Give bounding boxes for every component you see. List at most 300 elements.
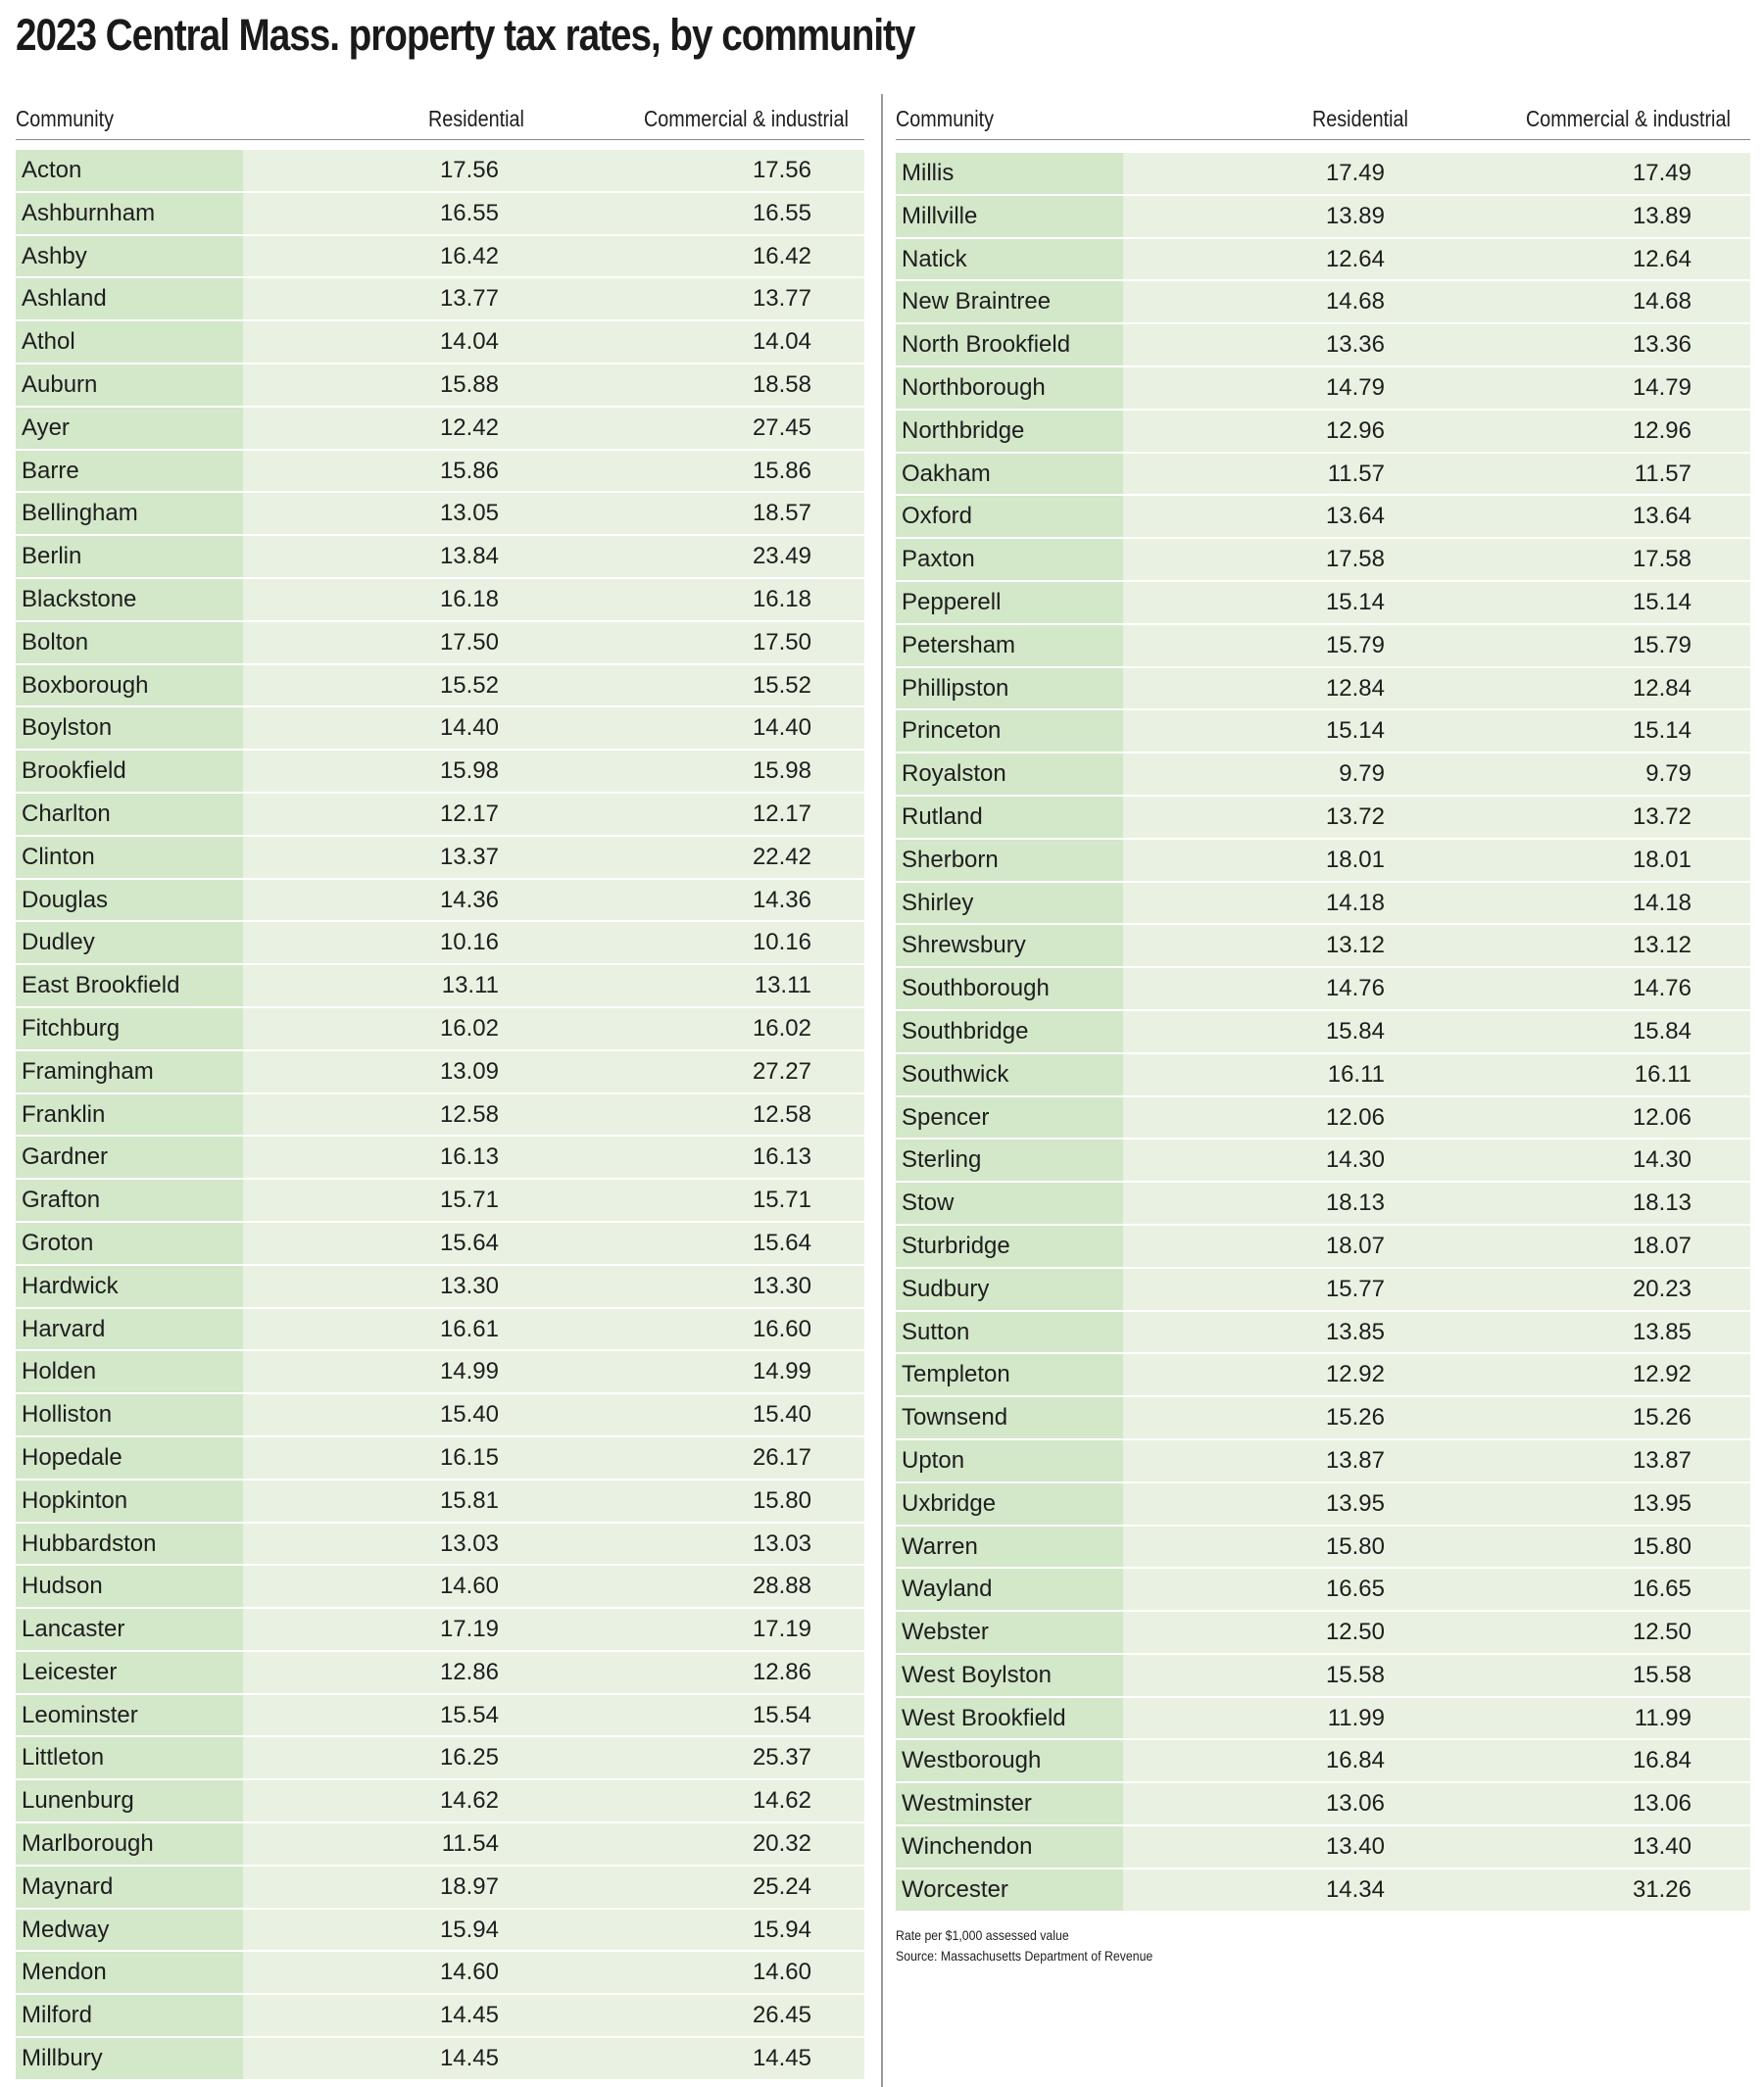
community-name: Acton [16, 150, 243, 191]
table-row [896, 1097, 1750, 1141]
commercial-rate: 11.99 [1634, 1704, 1691, 1731]
table-row [896, 324, 1750, 367]
table-row [896, 367, 1750, 411]
community-name: Upton [896, 1440, 1123, 1481]
commercial-rate: 25.37 [752, 1744, 811, 1772]
commercial-rate: 16.55 [752, 199, 811, 226]
table-row [896, 281, 1750, 324]
residential-rate: 17.19 [439, 1616, 499, 1643]
table-row [16, 880, 864, 923]
commercial-rate: 12.06 [1632, 1103, 1691, 1131]
residential-rate: 15.86 [439, 457, 499, 484]
community-name: Holden [16, 1351, 243, 1392]
commercial-rate: 18.13 [1632, 1189, 1691, 1217]
commercial-rate: 13.06 [1632, 1790, 1691, 1818]
community-name: Athol [16, 321, 243, 363]
commercial-rate: 14.76 [1632, 975, 1691, 1002]
table-row [16, 150, 864, 193]
community-name: Ashland [16, 278, 243, 319]
table-row [896, 1527, 1750, 1570]
community-name: Natick [896, 239, 1123, 280]
residential-rate: 13.72 [1325, 802, 1385, 830]
community-name: Ashburnham [16, 193, 243, 234]
residential-rate: 17.58 [1325, 546, 1385, 573]
commercial-rate: 15.14 [1632, 717, 1691, 745]
commercial-rate: 25.24 [752, 1872, 811, 1900]
community-name: Littleton [16, 1737, 243, 1778]
commercial-rate: 26.45 [752, 2002, 811, 2029]
table-row [896, 582, 1750, 625]
community-name: Sterling [896, 1140, 1123, 1181]
commercial-rate: 20.32 [752, 1830, 811, 1858]
residential-rate: 16.84 [1325, 1747, 1385, 1774]
community-name: Millville [896, 196, 1123, 237]
residential-rate: 10.16 [439, 929, 499, 956]
community-name: Oxford [896, 496, 1123, 537]
table-row [16, 622, 864, 665]
commercial-rate: 13.95 [1632, 1489, 1691, 1517]
table-row [16, 1480, 864, 1524]
residential-rate: 13.11 [441, 972, 499, 999]
community-name: Wayland [896, 1569, 1123, 1610]
residential-rate: 14.68 [1325, 288, 1385, 315]
residential-rate: 9.79 [1339, 760, 1385, 788]
commercial-rate: 16.42 [752, 242, 811, 269]
commercial-rate: 16.13 [752, 1143, 811, 1171]
table-row [16, 1008, 864, 1051]
table-row [16, 665, 864, 708]
commercial-rate: 14.68 [1632, 288, 1691, 315]
residential-rate: 12.42 [439, 413, 499, 441]
residential-rate: 16.65 [1325, 1576, 1385, 1603]
community-name: Berlin [16, 536, 243, 577]
table-row [896, 411, 1750, 454]
community-name: Fitchburg [16, 1008, 243, 1049]
table-row [16, 1652, 864, 1695]
table-row [16, 1952, 864, 1995]
left-table-header [16, 102, 864, 140]
rate-note: Rate per $1,000 assessed value [896, 1927, 1069, 1943]
commercial-rate: 28.88 [752, 1573, 811, 1600]
commercial-rate: 12.96 [1632, 416, 1691, 444]
residential-rate: 15.26 [1325, 1404, 1385, 1432]
residential-rate: 12.64 [1325, 245, 1385, 272]
residential-rate: 14.18 [1325, 889, 1385, 916]
residential-rate: 15.40 [439, 1401, 499, 1429]
commercial-rate: 14.30 [1632, 1146, 1691, 1174]
residential-rate: 12.50 [1325, 1619, 1385, 1646]
table-row [896, 840, 1750, 883]
residential-rate: 15.98 [439, 757, 499, 785]
commercial-rate: 14.40 [752, 714, 811, 742]
table-row [16, 493, 864, 536]
residential-rate: 14.45 [439, 2045, 499, 2072]
community-name: Warren [896, 1527, 1123, 1568]
commercial-rate: 14.04 [752, 328, 811, 356]
residential-rate: 15.14 [1325, 588, 1385, 615]
community-name: Rutland [896, 797, 1123, 838]
community-name: Lunenburg [16, 1780, 243, 1821]
residential-rate: 14.40 [439, 714, 499, 742]
commercial-rate: 13.12 [1632, 932, 1691, 959]
header-residential: Residential [428, 106, 524, 131]
community-name: Charlton [16, 794, 243, 835]
table-row [16, 1051, 864, 1094]
commercial-rate: 15.94 [752, 1916, 811, 1943]
community-name: Mendon [16, 1952, 243, 1993]
residential-rate: 16.11 [1327, 1060, 1385, 1088]
residential-rate: 14.76 [1325, 975, 1385, 1002]
header-community: Community [896, 106, 995, 131]
community-name: Groton [16, 1223, 243, 1264]
commercial-rate: 16.18 [752, 585, 811, 612]
commercial-rate: 15.14 [1632, 588, 1691, 615]
residential-rate: 14.99 [439, 1358, 499, 1385]
community-name: Boxborough [16, 665, 243, 706]
residential-rate: 16.13 [439, 1143, 499, 1171]
community-name: Northbridge [896, 411, 1123, 452]
residential-rate: 15.79 [1325, 631, 1385, 658]
header-residential: Residential [1312, 106, 1408, 131]
commercial-rate: 18.07 [1632, 1232, 1691, 1259]
community-name: Webster [896, 1612, 1123, 1653]
table-row [16, 536, 864, 579]
table-row [896, 710, 1750, 753]
community-name: Royalston [896, 753, 1123, 795]
community-name: East Brookfield [16, 965, 243, 1006]
community-name: Boylston [16, 707, 243, 749]
commercial-rate: 20.23 [1632, 1275, 1691, 1302]
residential-rate: 13.05 [439, 500, 499, 527]
community-name: Westborough [896, 1740, 1123, 1781]
table-row [896, 539, 1750, 582]
table-row [16, 707, 864, 751]
right-table [896, 102, 1750, 1913]
commercial-rate: 15.79 [1632, 631, 1691, 658]
table-row [896, 1483, 1750, 1527]
table-row [896, 1740, 1750, 1783]
table-row [16, 1695, 864, 1738]
table-row [896, 1397, 1750, 1440]
table-row [896, 1054, 1750, 1097]
community-name: Uxbridge [896, 1483, 1123, 1525]
table-row [896, 1269, 1750, 1312]
table-row [16, 1394, 864, 1437]
community-name: Hopkinton [16, 1480, 243, 1522]
commercial-rate: 12.86 [752, 1658, 811, 1685]
residential-rate: 11.54 [441, 1830, 499, 1858]
table-row [896, 1011, 1750, 1054]
header-commercial: Commercial & industrial [1526, 106, 1731, 131]
community-name: Maynard [16, 1867, 243, 1908]
table-row [16, 751, 864, 794]
commercial-rate: 17.49 [1632, 160, 1691, 186]
residential-rate: 14.60 [439, 1573, 499, 1600]
table-row [16, 965, 864, 1008]
community-name: North Brookfield [896, 324, 1123, 365]
community-name: Framingham [16, 1051, 243, 1092]
residential-rate: 14.30 [1325, 1146, 1385, 1174]
table-row [896, 239, 1750, 282]
commercial-rate: 15.40 [752, 1401, 811, 1429]
table-row [16, 364, 864, 408]
table-row [16, 408, 864, 451]
table-row [896, 1655, 1750, 1698]
residential-rate: 16.18 [439, 585, 499, 612]
commercial-rate: 14.45 [752, 2045, 811, 2072]
residential-rate: 13.06 [1325, 1790, 1385, 1818]
table-row [896, 1354, 1750, 1397]
commercial-rate: 17.50 [752, 628, 811, 655]
table-row [16, 193, 864, 236]
community-name: Westminster [896, 1783, 1123, 1824]
residential-rate: 12.96 [1325, 416, 1385, 444]
left-table [16, 102, 864, 2081]
community-name: Millbury [16, 2038, 243, 2079]
community-name: Blackstone [16, 579, 243, 620]
commercial-rate: 13.72 [1632, 802, 1691, 830]
community-name: Sturbridge [896, 1226, 1123, 1267]
commercial-rate: 15.54 [752, 1701, 811, 1728]
table-row [896, 1698, 1750, 1741]
residential-rate: 12.84 [1325, 674, 1385, 702]
community-name: Barre [16, 451, 243, 492]
source-note: Source: Massachusetts Department of Revenue [896, 1948, 1153, 1964]
commercial-rate: 18.57 [752, 500, 811, 527]
commercial-rate: 14.62 [752, 1787, 811, 1815]
residential-rate: 16.25 [439, 1744, 499, 1772]
table-row [16, 794, 864, 837]
table-row [16, 1910, 864, 1953]
commercial-rate: 13.85 [1632, 1318, 1691, 1345]
commercial-rate: 27.45 [752, 413, 811, 441]
community-name: West Boylston [896, 1655, 1123, 1696]
table-row [16, 579, 864, 622]
table-row [896, 1226, 1750, 1269]
commercial-rate: 12.58 [752, 1100, 811, 1128]
commercial-rate: 13.03 [752, 1529, 811, 1557]
community-name: Millis [896, 153, 1123, 194]
residential-rate: 18.01 [1325, 846, 1385, 873]
table-row [896, 1440, 1750, 1483]
community-name: Ayer [16, 408, 243, 449]
residential-rate: 14.62 [439, 1787, 499, 1815]
commercial-rate: 22.42 [752, 843, 811, 870]
table-row [896, 1612, 1750, 1655]
community-name: Douglas [16, 880, 243, 921]
community-name: Southbridge [896, 1011, 1123, 1052]
residential-rate: 17.50 [439, 628, 499, 655]
commercial-rate: 16.60 [752, 1315, 811, 1342]
community-name: Southborough [896, 968, 1123, 1009]
right-table-header [896, 102, 1750, 140]
residential-rate: 13.36 [1325, 331, 1385, 359]
residential-rate: 13.03 [439, 1529, 499, 1557]
residential-rate: 15.80 [1325, 1532, 1385, 1560]
commercial-rate: 13.87 [1632, 1446, 1691, 1474]
community-name: New Braintree [896, 281, 1123, 322]
table-row [16, 922, 864, 965]
commercial-rate: 18.58 [752, 370, 811, 398]
residential-rate: 13.40 [1325, 1833, 1385, 1861]
residential-rate: 13.64 [1325, 503, 1385, 530]
community-name: Townsend [896, 1397, 1123, 1438]
table-row [16, 1223, 864, 1266]
residential-rate: 16.02 [439, 1014, 499, 1042]
commercial-rate: 14.36 [752, 886, 811, 913]
community-name: Paxton [896, 539, 1123, 580]
table-row [896, 883, 1750, 926]
residential-rate: 13.77 [439, 285, 499, 313]
table-row [16, 236, 864, 279]
community-name: Bolton [16, 622, 243, 663]
table-row [16, 1823, 864, 1867]
table-row [16, 1566, 864, 1609]
table-row [896, 753, 1750, 797]
table-row [896, 968, 1750, 1011]
table-row [16, 1737, 864, 1780]
residential-rate: 15.77 [1325, 1275, 1385, 1302]
commercial-rate: 17.58 [1632, 546, 1691, 573]
commercial-rate: 14.60 [752, 1959, 811, 1986]
header-commercial: Commercial & industrial [644, 106, 849, 131]
residential-rate: 14.34 [1325, 1875, 1385, 1903]
commercial-rate: 31.26 [1632, 1875, 1691, 1903]
community-name: Sherborn [896, 840, 1123, 881]
community-name: Hubbardston [16, 1524, 243, 1565]
commercial-rate: 15.58 [1632, 1661, 1691, 1688]
community-name: Stow [896, 1183, 1123, 1224]
table-row [16, 1524, 864, 1567]
commercial-rate: 15.26 [1632, 1404, 1691, 1432]
table-row [16, 1351, 864, 1394]
residential-rate: 15.94 [439, 1916, 499, 1943]
table-row [896, 925, 1750, 968]
column-divider [881, 94, 883, 2087]
residential-rate: 14.45 [439, 2002, 499, 2029]
residential-rate: 14.79 [1325, 373, 1385, 401]
residential-rate: 13.87 [1325, 1446, 1385, 1474]
community-name: Petersham [896, 625, 1123, 666]
commercial-rate: 15.71 [752, 1187, 811, 1214]
residential-rate: 15.64 [439, 1229, 499, 1256]
commercial-rate: 9.79 [1645, 760, 1691, 788]
community-name: Sutton [896, 1312, 1123, 1353]
community-name: Brookfield [16, 751, 243, 792]
residential-rate: 12.86 [439, 1658, 499, 1685]
community-name: Shrewsbury [896, 925, 1123, 966]
community-name: Medway [16, 1910, 243, 1951]
table-row [896, 1183, 1750, 1226]
table-row [896, 668, 1750, 711]
commercial-rate: 27.27 [752, 1057, 811, 1085]
community-name: Spencer [896, 1097, 1123, 1139]
community-name: Marlborough [16, 1823, 243, 1865]
community-name: Gardner [16, 1137, 243, 1178]
residential-rate: 14.04 [439, 328, 499, 356]
table-row [896, 797, 1750, 840]
residential-rate: 14.60 [439, 1959, 499, 1986]
table-row [16, 1437, 864, 1480]
commercial-rate: 15.80 [752, 1486, 811, 1514]
table-row [16, 1995, 864, 2038]
community-name: Winchendon [896, 1826, 1123, 1868]
table-row [16, 278, 864, 321]
commercial-rate: 13.89 [1632, 202, 1691, 229]
community-name: Shirley [896, 883, 1123, 924]
table-row [16, 1266, 864, 1309]
commercial-rate: 12.50 [1632, 1619, 1691, 1646]
residential-rate: 15.81 [439, 1486, 499, 1514]
community-name: Holliston [16, 1394, 243, 1435]
table-row [16, 1137, 864, 1180]
residential-rate: 12.92 [1325, 1361, 1385, 1388]
table-row [896, 625, 1750, 668]
residential-rate: 12.06 [1325, 1103, 1385, 1131]
residential-rate: 13.37 [439, 843, 499, 870]
community-name: Franklin [16, 1094, 243, 1136]
commercial-rate: 13.36 [1632, 331, 1691, 359]
commercial-rate: 18.01 [1632, 846, 1691, 873]
commercial-rate: 15.84 [1632, 1017, 1691, 1044]
community-name: Phillipston [896, 668, 1123, 709]
community-name: Leominster [16, 1695, 243, 1736]
commercial-rate: 13.11 [754, 972, 811, 999]
residential-rate: 12.17 [439, 800, 499, 827]
residential-rate: 16.61 [439, 1315, 499, 1342]
residential-rate: 16.15 [439, 1443, 499, 1471]
table-row [896, 1140, 1750, 1183]
residential-rate: 11.99 [1327, 1704, 1385, 1731]
residential-rate: 15.14 [1325, 717, 1385, 745]
commercial-rate: 14.18 [1632, 889, 1691, 916]
community-name: Hopedale [16, 1437, 243, 1479]
residential-rate: 13.12 [1325, 932, 1385, 959]
table-row [896, 454, 1750, 497]
residential-rate: 15.88 [439, 370, 499, 398]
table-row [896, 153, 1750, 196]
community-name: Lancaster [16, 1609, 243, 1650]
residential-rate: 13.95 [1325, 1489, 1385, 1517]
commercial-rate: 26.17 [752, 1443, 811, 1471]
residential-rate: 14.36 [439, 886, 499, 913]
residential-rate: 15.54 [439, 1701, 499, 1728]
community-name: Ashby [16, 236, 243, 277]
residential-rate: 17.49 [1325, 160, 1385, 186]
left-table-body [16, 150, 864, 2081]
table-row [16, 2038, 864, 2081]
community-name: Harvard [16, 1309, 243, 1350]
table-row [896, 496, 1750, 539]
community-name: Hudson [16, 1566, 243, 1607]
community-name: Milford [16, 1995, 243, 2036]
residential-rate: 18.97 [439, 1872, 499, 1900]
commercial-rate: 16.11 [1634, 1060, 1691, 1088]
residential-rate: 13.30 [439, 1272, 499, 1299]
residential-rate: 15.84 [1325, 1017, 1385, 1044]
table-row [16, 1309, 864, 1352]
page-title: 2023 Central Mass. property tax rates, by community [16, 10, 915, 60]
community-name: Sudbury [896, 1269, 1123, 1310]
table-row [16, 1867, 864, 1910]
residential-rate: 13.09 [439, 1057, 499, 1085]
commercial-rate: 13.77 [752, 285, 811, 313]
table-row [896, 1312, 1750, 1355]
residential-rate: 15.71 [439, 1187, 499, 1214]
community-name: Bellingham [16, 493, 243, 534]
table-row [16, 1094, 864, 1138]
community-name: Worcester [896, 1869, 1123, 1911]
